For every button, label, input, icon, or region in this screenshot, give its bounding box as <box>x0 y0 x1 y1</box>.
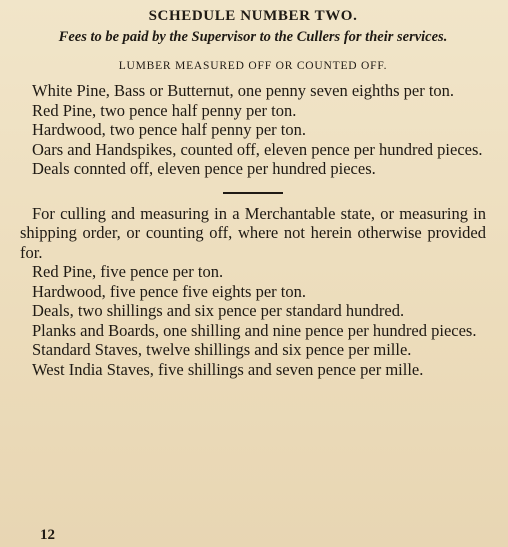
fee-entry-red-pine-merchantable: Red Pine, five pence per ton. <box>32 262 224 281</box>
fee-entry-white-pine: White Pine, Bass or Butternut, one penny seven eighths per ton. <box>32 81 455 100</box>
merchantable-entries <box>20 204 486 380</box>
fee-entry-planks-boards: Planks and Boards, one shilling and nine pence per hundred pieces. <box>32 320 477 340</box>
page-number: 12 <box>40 527 55 543</box>
fee-entry-west-india-staves: West India Staves, five shillings and seven pence per mille. <box>32 359 424 379</box>
fee-entry-standard-staves: Standard Staves, twelve shillings and six pence per mille. <box>32 340 412 359</box>
fee-entry-hardwood-merchantable: Hardwood, five pence five eights per ton. <box>32 281 306 301</box>
fee-entry-deals-merchantable: Deals, two shillings and six pence per standard hundred. <box>32 301 405 320</box>
fee-entry-deals: Deals connted off, eleven pence per hundred pieces. <box>32 159 376 178</box>
lumber-entries <box>20 81 486 179</box>
section-divider <box>223 192 283 194</box>
schedule-heading: SCHEDULE NUMBER TWO. <box>148 8 358 24</box>
fee-entry-hardwood: Hardwood, two pence half penny per ton. <box>32 120 306 139</box>
fee-entry-oars-handspikes: Oars and Handspikes, counted off, eleven pence per hundred pieces. <box>32 139 483 159</box>
section-title: LUMBER MEASURED OFF OR COUNTED OFF. <box>118 60 388 72</box>
merchantable-intro: For culling and measuring in a Merchantable state, or measuring in shipping order, or counting off, where not herein otherwise provided for. <box>20 203 486 262</box>
schedule-subheading: Fees to be paid by the Supervisor to the Cullers for their services. <box>58 29 448 45</box>
fee-entry-red-pine: Red Pine, two pence half penny per ton. <box>32 100 297 120</box>
